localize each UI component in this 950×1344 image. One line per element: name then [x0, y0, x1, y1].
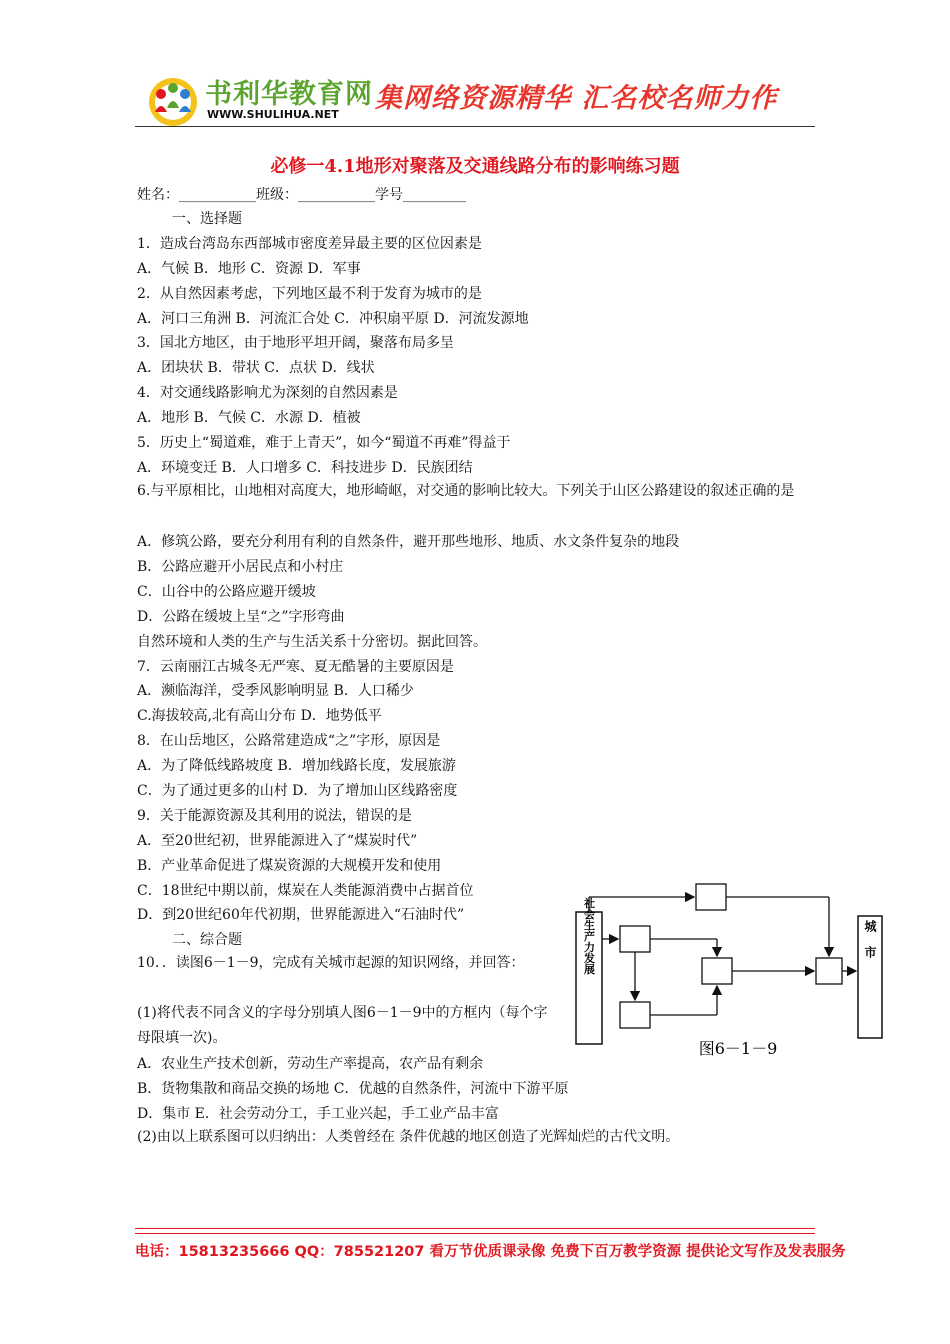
question-9: 9．关于能源资源及其利用的说法，错误的是 — [137, 808, 412, 824]
page-title: 必修一4.1地形对聚落及交通线路分布的影响练习题 — [270, 156, 680, 177]
site-header — [135, 62, 815, 132]
diagram-blank-box-1 — [696, 884, 726, 910]
diagram-left-label: 社会生产力发展 — [582, 897, 596, 975]
diagram-blank-box-5 — [816, 958, 842, 984]
question-6-option-a: A．修筑公路，要充分利用有利的自然条件，避开那些地形、地质、水文条件复杂的地段 — [137, 534, 680, 550]
question-9-option-a: A．至20世纪初，世界能源进入了“煤炭时代” — [137, 833, 418, 849]
question-4-options: A．地形 B．气候 C．水源 D．植被 — [137, 410, 361, 426]
question-10-part-2: (2)由以上联系图可以归纳出：人类曾经在 条件优越的地区创造了光辉灿烂的古代文明。 — [137, 1129, 680, 1145]
footer-divider — [135, 1228, 815, 1229]
question-6-option-c: C．山谷中的公路应避开缓坡 — [137, 584, 316, 600]
question-8: 8．在山岳地区，公路常建造成“之”字形，原因是 — [137, 733, 441, 749]
question-2: 2．从自然因素考虑，下列地区最不利于发育为城市的是 — [137, 286, 482, 302]
brand-name: 书利华教育网 — [205, 79, 373, 110]
people-logo-icon — [145, 72, 201, 128]
section-heading-choice: 一、选择题 — [172, 211, 242, 227]
question-10-part-1: (1)将代表不同含义的字母分别填人图6－1－9中的方框内（每个字母限填一次)。 — [137, 1005, 548, 1046]
question-5: 5．历史上“蜀道难，难于上青天”，如今“蜀道不再难”得益于 — [137, 435, 511, 451]
question-10-option-a: A．农业生产技术创新，劳动生产率提高，农产品有剩余 — [137, 1056, 484, 1072]
footer-divider-thin — [135, 1233, 815, 1234]
brand-url: WWW.SHULIHUA.NET — [207, 108, 339, 121]
question-9-option-c: C．18世纪中期以前，煤炭在人类能源消费中占据首位 — [137, 883, 474, 899]
question-10: 10．．读图6－1－9，完成有关城市起源的知识网络，并回答： — [137, 955, 525, 971]
city-origin-diagram — [568, 876, 893, 1066]
question-1-options: A．气候 B．地形 C．资源 D．军事 — [137, 261, 361, 277]
diagram-blank-box-2 — [620, 926, 650, 952]
question-3: 3．国北方地区，由于地形平坦开阔，聚落布局多呈 — [137, 335, 454, 351]
question-6: 6.与平原相比，山地相对高度大，地形崎岖，对交通的影响比较大。下列关于山区公路建设的叙述正确的是 — [137, 483, 795, 499]
diagram-blank-box-3 — [620, 1002, 650, 1028]
footer-contact: 电话：15813235666 QQ：785521207 看万节优质课录像 免费下百万教学资源 提供论文写作及发表服务 — [135, 1244, 846, 1260]
question-9-option-d: D．到20世纪60年代初期，世界能源进入“石油时代” — [137, 907, 465, 923]
diagram-blank-box-4 — [702, 958, 732, 984]
header-slogan: 集网络资源精华 汇名校名师力作 — [375, 83, 778, 114]
diagram-right-label: 城市 — [863, 920, 877, 972]
question-8-options-ab: A．为了降低线路坡度 B．增加线路长度，发展旅游 — [137, 758, 456, 774]
question-5-options: A．环境变迁 B．人口增多 C．科技进步 D．民族团结 — [137, 460, 473, 476]
section-heading-comprehensive: 二、综合题 — [172, 932, 242, 948]
question-6-option-d: D．公路在缓坡上呈“之”字形弯曲 — [137, 609, 345, 625]
question-7: 7．云南丽江古城冬无严寒、夏无酷暑的主要原因是 — [137, 659, 454, 675]
question-4: 4．对交通线路影响尤为深刻的自然因素是 — [137, 385, 398, 401]
header-divider — [135, 126, 815, 127]
diagram-caption: 图6－1－9 — [698, 1039, 778, 1058]
question-2-options: A．河口三角洲 B．河流汇合处 C．冲积扇平原 D．河流发源地 — [137, 311, 529, 327]
question-1: 1．造成台湾岛东西部城市密度差异最主要的区位因素是 — [137, 236, 482, 252]
question-9-option-b: B．产业革命促进了煤炭资源的大规模开发和使用 — [137, 858, 442, 874]
intro-text: 自然环境和人类的生产与生活关系十分密切。据此回答。 — [137, 634, 487, 650]
question-8-options-cd: C．为了通过更多的山村 D．为了增加山区线路密度 — [137, 783, 458, 799]
question-7-options-ab: A．濒临海洋，受季风影响明显 B．人口稀少 — [137, 683, 414, 699]
question-7-options-cd: C.海拔较高,北有高山分布 D．地势低平 — [137, 708, 382, 724]
question-10-options-de: D．集市 E．社会劳动分工，手工业兴起，手工业产品丰富 — [137, 1106, 499, 1122]
question-10-options-bc: B．货物集散和商品交换的场地 C．优越的自然条件，河流中下游平原 — [137, 1081, 569, 1097]
question-6-option-b: B．公路应避开小居民点和小村庄 — [137, 559, 344, 575]
student-info-line: 姓名：___________班级：___________学号_________ — [137, 187, 466, 203]
question-3-options: A．团块状 B．带状 C．点状 D．线状 — [137, 360, 375, 376]
